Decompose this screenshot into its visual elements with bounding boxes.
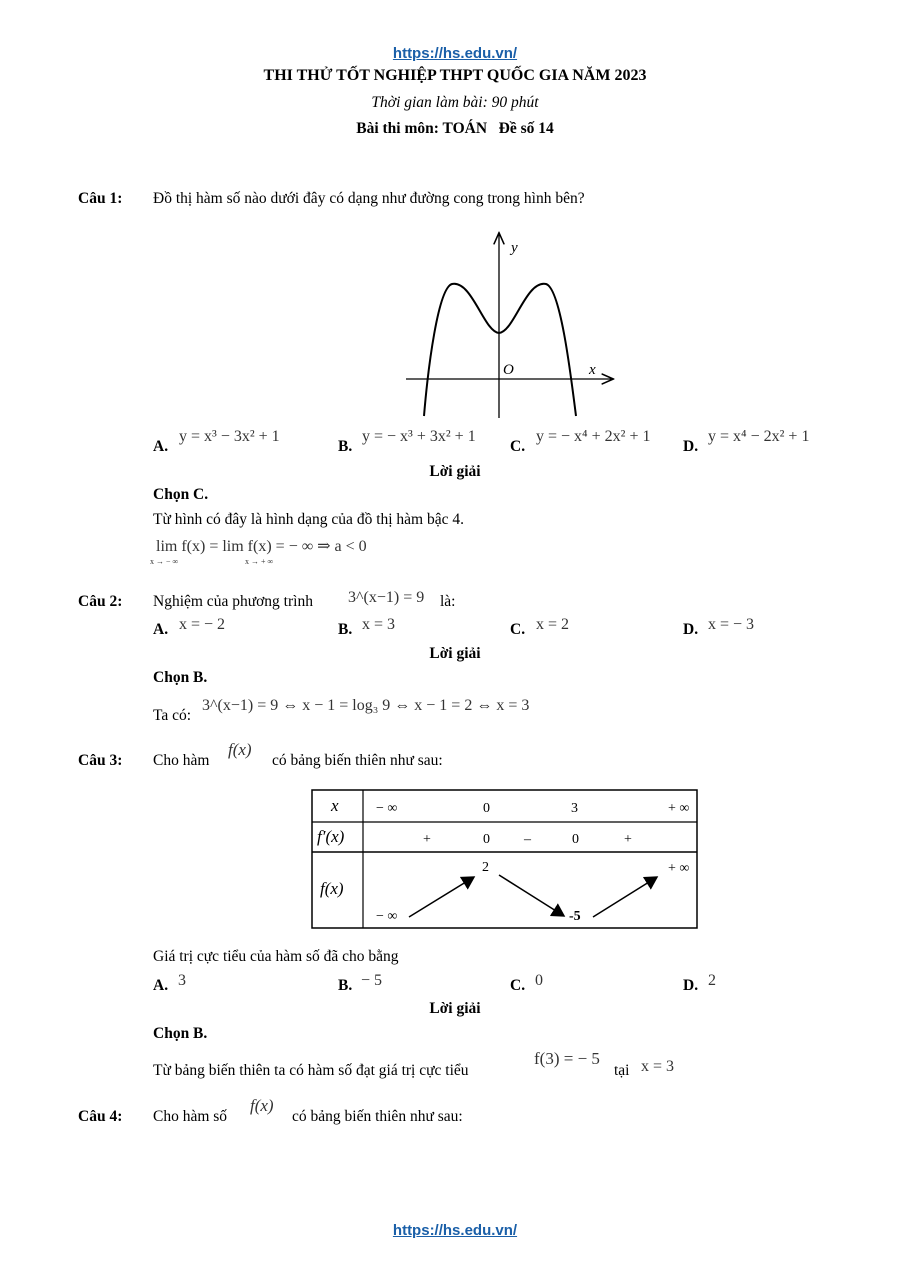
q3-text-before: Cho hàm — [153, 752, 210, 769]
q3-opt-d[interactable]: 2 — [708, 972, 716, 989]
q4-text-after: có bảng biến thiên như sau: — [292, 1108, 463, 1125]
table-f-value-3: -5 — [569, 909, 581, 924]
table-fp-value-5: + — [624, 832, 632, 847]
q3-func: f(x) — [228, 740, 252, 759]
q4-text-before: Cho hàm số — [153, 1108, 228, 1125]
table-fp-label: f′(x) — [317, 827, 345, 846]
q1-text: Đồ thị hàm số nào dưới đây có dạng như đường cong trong hình bên? — [153, 190, 585, 207]
q1-opt-c[interactable]: y = − x⁴ + 2x² + 1 — [536, 428, 651, 445]
q1-limit-sub1: x → − ∞ — [150, 557, 179, 566]
increasing-arrow-2 — [593, 877, 657, 917]
q2-text-after: là: — [440, 593, 456, 610]
q1-opt-c-key: C. — [510, 438, 526, 455]
q3-question: Giá trị cực tiểu của hàm số đã cho bằng — [153, 948, 399, 965]
x-axis-label: x — [589, 362, 596, 378]
q3-opt-b[interactable]: − 5 — [361, 972, 383, 989]
q3-explain-math2: x = 3 — [641, 1058, 675, 1075]
q2-text-before: Nghiệm của phương trình — [153, 593, 313, 610]
q2-solution-title: Lời giải — [429, 645, 481, 662]
y-axis-label: y — [511, 240, 518, 256]
function-curve — [424, 284, 576, 416]
header-link[interactable]: https://hs.edu.vn/ — [392, 45, 518, 62]
q2-opt-b[interactable]: x = 3 — [362, 616, 396, 633]
q3-opt-c-key: C. — [510, 977, 526, 994]
q2-choose: Chọn B. — [153, 669, 208, 686]
q1-graph — [400, 228, 620, 423]
q2-opt-c[interactable]: x = 2 — [536, 616, 570, 633]
q1-opt-d-key: D. — [683, 438, 699, 455]
q1-label: Câu 1: — [78, 190, 123, 207]
table-fp-value-3: – — [524, 832, 531, 847]
q3-opt-a[interactable]: 3 — [178, 972, 186, 989]
q3-text-after: có bảng biến thiên như sau: — [272, 752, 443, 769]
q1-opt-a-key: A. — [153, 438, 169, 455]
q2-opt-d[interactable]: x = − 3 — [708, 616, 755, 633]
q2-explain-math: 3^(x−1) = 9 ⇔ x − 1 = log₃ 9 ⇔ x − 1 = 2 ⇔ x = 3 — [202, 697, 530, 714]
table-x-value-1: − ∞ — [376, 801, 398, 816]
table-x-value-2: 0 — [483, 801, 490, 816]
q1-opt-b[interactable]: y = − x³ + 3x² + 1 — [362, 428, 476, 445]
q3-opt-a-key: A. — [153, 977, 169, 994]
table-x-label: x — [331, 796, 339, 815]
q3-explain-before: Từ bảng biến thiên ta có hàm số đạt giá trị cực tiểu — [153, 1062, 469, 1079]
q2-opt-c-key: C. — [510, 621, 526, 638]
footer-link[interactable]: https://hs.edu.vn/ — [392, 1222, 518, 1239]
q1-explain: Từ hình có đây là hình dạng của đồ thị hàm bậc 4. — [153, 511, 464, 528]
decreasing-arrow — [499, 875, 564, 916]
q3-opt-d-key: D. — [683, 977, 699, 994]
increasing-arrow-1 — [409, 877, 474, 917]
q3-opt-c[interactable]: 0 — [535, 972, 543, 989]
q1-opt-b-key: B. — [338, 438, 353, 455]
table-fp-value-2: 0 — [483, 832, 490, 847]
table-fp-value-1: + — [423, 832, 431, 847]
q2-opt-b-key: B. — [338, 621, 353, 638]
q3-explain-mid: tại — [614, 1062, 630, 1079]
table-f-value-1: − ∞ — [376, 909, 398, 924]
origin-label: O — [503, 362, 514, 378]
q3-choose: Chọn B. — [153, 1025, 208, 1042]
table-x-value-3: 3 — [571, 801, 578, 816]
exam-time: Thời gian làm bài: 90 phút — [371, 94, 539, 111]
table-fp-value-4: 0 — [572, 832, 579, 847]
table-f-value-2: 2 — [482, 860, 489, 875]
q2-label: Câu 2: — [78, 593, 123, 610]
table-x-value-4: + ∞ — [668, 801, 690, 816]
q3-opt-b-key: B. — [338, 977, 353, 994]
table-f-label: f(x) — [320, 879, 344, 898]
q1-choose: Chọn C. — [153, 486, 209, 503]
q1-opt-d[interactable]: y = x⁴ − 2x² + 1 — [708, 428, 810, 445]
q1-limit-sub2: x → + ∞ — [245, 557, 274, 566]
q2-opt-d-key: D. — [683, 621, 699, 638]
table-f-value-4: + ∞ — [668, 861, 690, 876]
q2-opt-a-key: A. — [153, 621, 169, 638]
q4-func: f(x) — [250, 1096, 274, 1115]
q2-equation: 3^(x−1) = 9 — [348, 589, 425, 606]
q3-solution-title: Lời giải — [429, 1000, 481, 1017]
q1-limit: lim f(x) = lim f(x) = − ∞ ⇒ a < 0 — [156, 538, 367, 555]
q3-label: Câu 3: — [78, 752, 123, 769]
q3-explain-math1: f(3) = − 5 — [534, 1049, 600, 1068]
exam-subject: Bài thi môn: TOÁN Đề số 14 — [356, 120, 554, 137]
q1-opt-a[interactable]: y = x³ − 3x² + 1 — [179, 428, 280, 445]
variation-table — [311, 789, 699, 931]
exam-title: THI THỬ TỐT NGHIỆP THPT QUỐC GIA NĂM 2023 — [263, 67, 647, 84]
q4-label: Câu 4: — [78, 1108, 123, 1125]
q1-solution-title: Lời giải — [429, 463, 481, 480]
q2-opt-a[interactable]: x = − 2 — [179, 616, 226, 633]
q2-explain-prefix: Ta có: — [153, 707, 192, 724]
